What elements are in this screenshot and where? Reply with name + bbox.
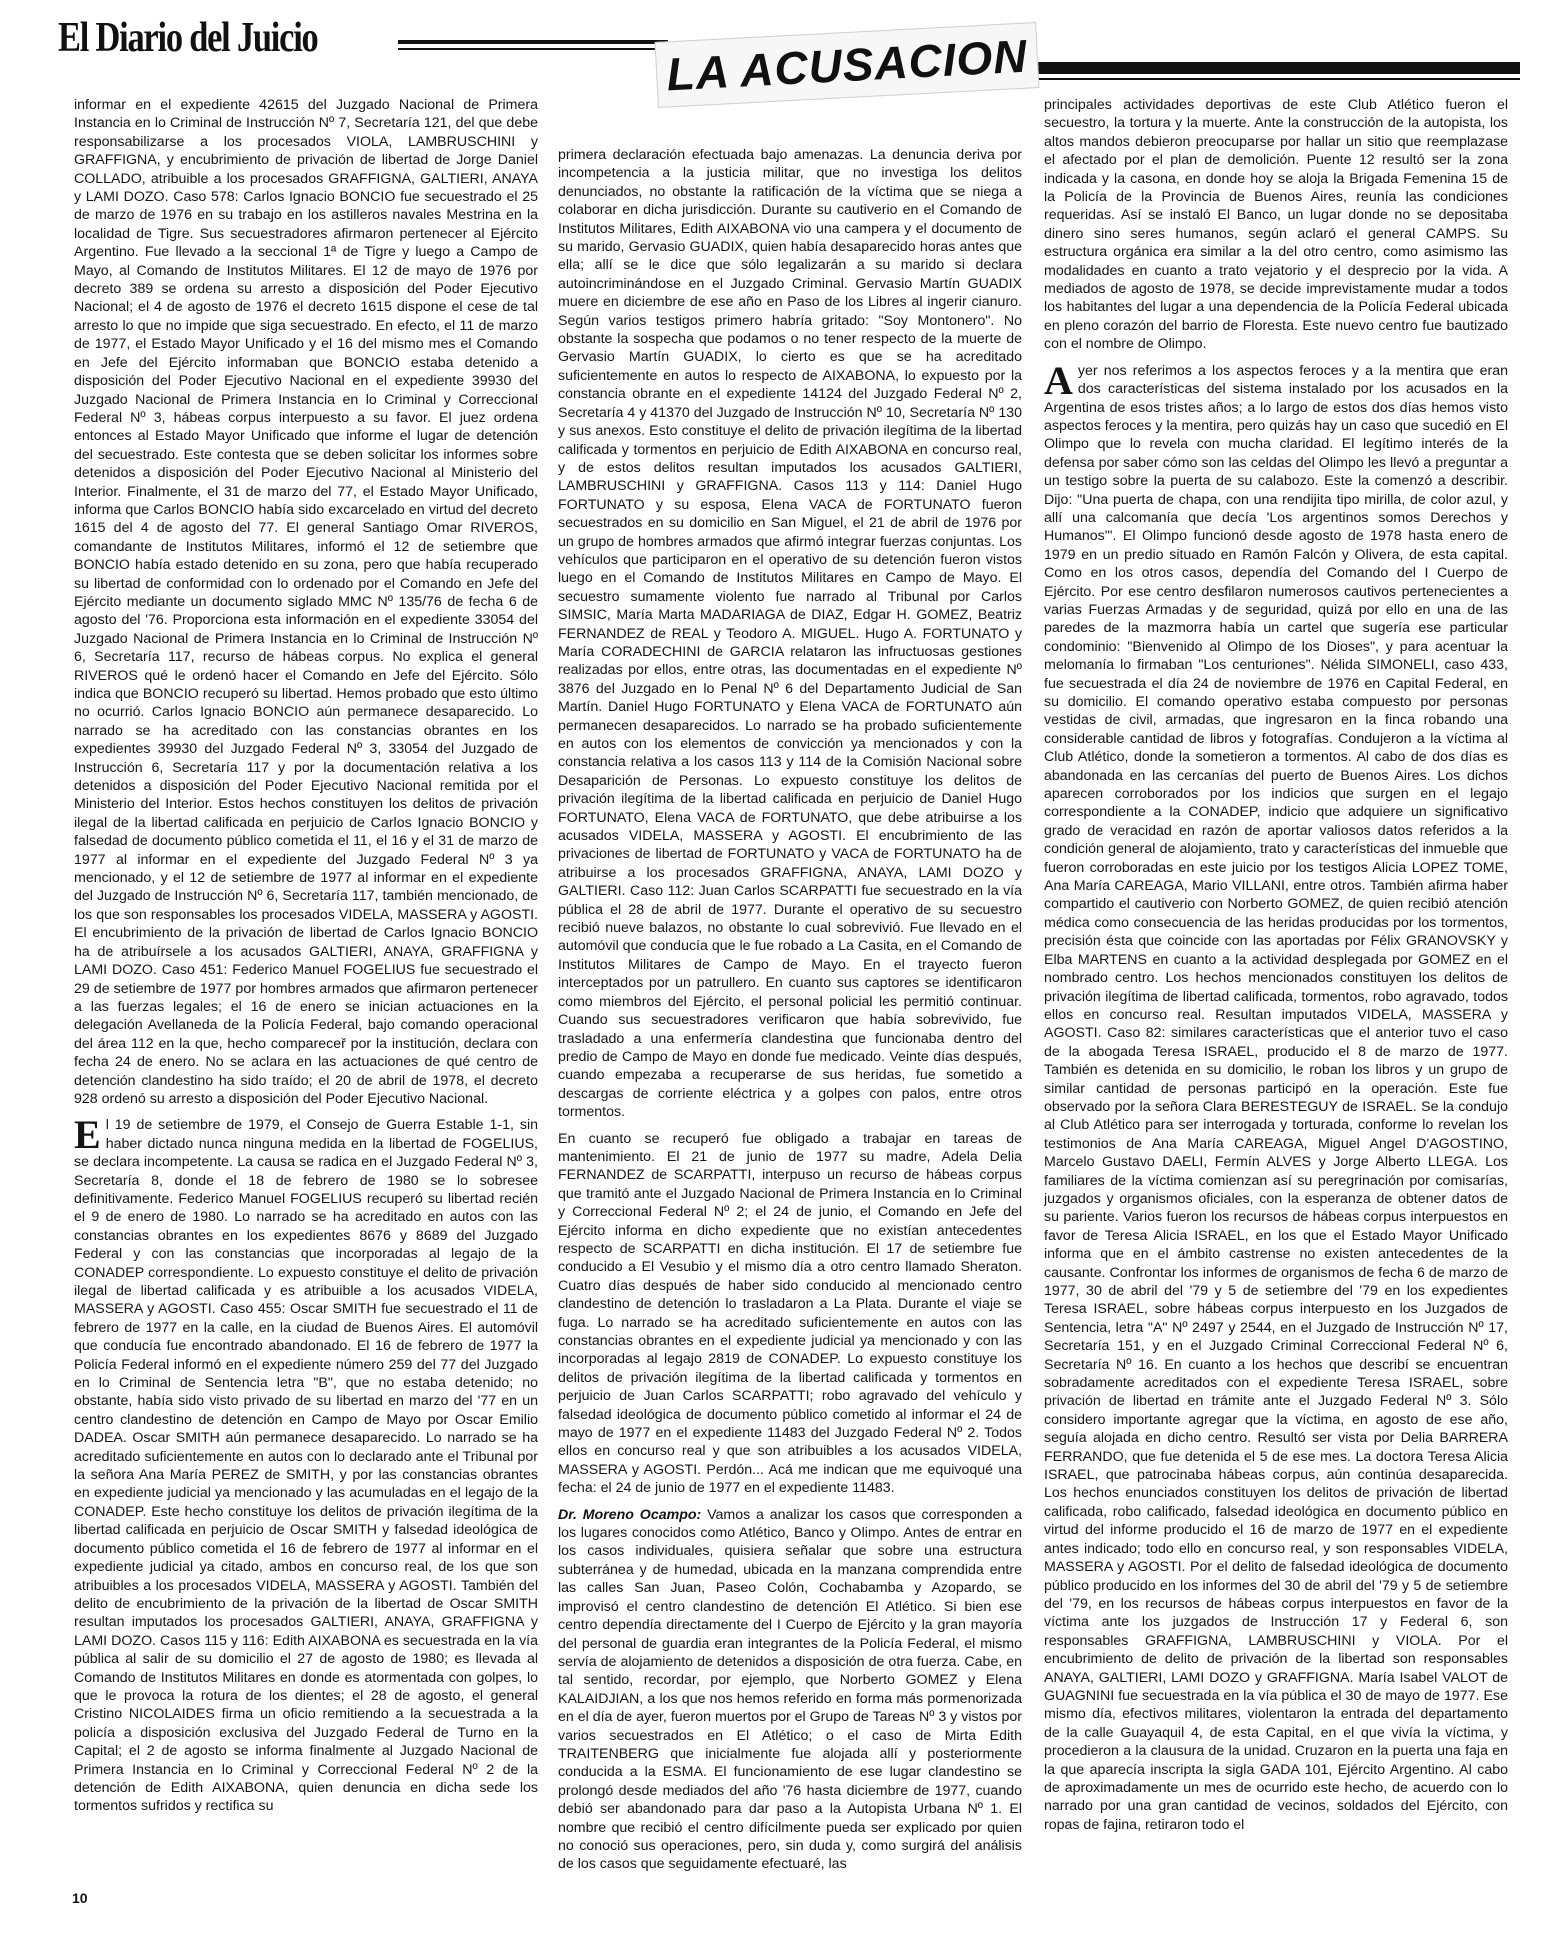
text-column-2 (558, 146, 1022, 1876)
masthead-rule (398, 40, 668, 44)
text-column-3 (1044, 96, 1508, 1876)
paragraph (1044, 357, 1508, 1835)
paragraph: principales actividades deportivas de este Club Atlético fueron el secuestro, la tortura y la muerte. Ante la construcción de la autopista, los altos mandos debieron preocuparse por hallar un sitio que reemplazase el afectado por el plan de demolición. Puente 12 resultó ser la zona indicada y la casona, en donde hoy se aloja la Brigada Femenina 15 de la Policía de la Provincia de Buenos Aires, reunía las condiciones requeridas. Así se instaló El Banco, un lugar donde no se depositaba dinero sino seres humanos, según aclaró el general CAMPS. Su estructura orgánica era similar a la del otro centro, como asimismo las modalidades en cuanto a trato vejatorio y el desprecio por la vida. A mediados de agosto de 1978, se decide imprevistamente mudar a todos los habitantes del lugar a una dependencia de la Policía Federal ubicada en pleno corazón del barrio de Floresta. Este nuevo centro fue bautizado con el nombre de Olimpo. (1044, 97, 1508, 353)
speaker-name: Dr. Moreno Ocampo: (558, 1506, 702, 1523)
newspaper-name: El Diario del Juicio (58, 15, 318, 61)
masthead-rule-right (1028, 62, 1520, 74)
masthead (58, 12, 1520, 102)
drop-cap: A (1044, 357, 1073, 403)
paragraph: primera declaración efectuada bajo amenazas. La denuncia deriva por incompetencia a la justicia militar, que no investiga los delitos denunciados, no obstante la ratificación de la víctima que se niega a colaborar en dicha jurisdicción. Durante su cautiverio en el Comando de Institutos Militares, Edith AIXABONA vio una campera y el documento de su marido, Gervasio GUADIX, quien había desaparecido horas antes que ella; allí se le dice que sólo legalizarán a su marido si declara autoincriminándose en el Juzgado Criminal. Gervasio Martín GUADIX muere en diciembre de ese año en Paso de los Libres al ingerir cianuro. Según varios testigos primero habría gritado: "Soy Montonero". No obstante la sospecha que podamos o no tener respecto de la muerte de Gervasio Martín GUADIX, lo cierto es que se ha acreditado suficientemente en autos lo respecto de AIXABONA, lo expuesto por la constancia obrante en el expediente 14124 del Juzgado Federal Nº 2, Secretaría 4 y 41370 del Juzgado de Instrucción Nº 10, Secretaría Nº 130 y sus anexos. Esto constituye el delito de privación ilegítima de la libertad calificada y tormentos en perjuicio de Edith AIXABONA en concurso real, y de estos delitos resultan imputados los acusados GALTIERI, LAMBRUSCHINI y GRAFFIGNA. Casos 113 y 114: Daniel Hugo FORTUNATO y su esposa, Elena VACA de FORTUNATO fueron secuestrados en su domicilio en San Miguel, el 21 de abril de 1976 por un grupo de hombres armados que afirmó integrar fuerzas conjuntas. Los vehículos que participaron en el operativo de su detención fueron vistos luego en el Comando de Institutos Militares en Campo de Mayo. El secuestro sumamente violento fue narrado al Tribunal por Carlos SIMSIC, María Marta MADARIAGA de DIAZ, Edgar H. GOMEZ, Beatriz FERNANDEZ de REAL y Teodoro A. MIGUEL. Hugo A. FORTUNATO y María CORADECHINI de GARCIA relataron las infructuosas gestiones realizadas por ellos, entre otras, las documentadas en el expediente Nº 3876 del Juzgado en lo Penal Nº 6 del Departamento Judicial de San Martín. Daniel Hugo FORTUNATO y Elena VACA de FORTUNATO aún permanecen desaparecidos. Lo narrado se ha probado suficientemente en autos con los elementos de convicción ya mencionados y con la constancia relativa a los casos 113 y 114 de la Comisión Nacional sobre Desaparición de Personas. Lo expuesto constituye los delitos de privación ilegítima de la libertad calificada en perjuicio de Daniel Hugo FORTUNATO, Elena VACA de FORTUNATO, que debe atribuirse a los acusados VIDELA, MASSERA y AGOSTI. El encubrimiento de las privaciones de libertad de FORTUNATO y VACA de FORTUNATO ha de atribuirse a los procesados GRAFFIGNA, ANAYA, LAMI DOZO y GALTIERI. Caso 112: Juan Carlos SCARPATTI fue secuestrado en la vía pública el 28 de abril de 1977. Durante el operativo de su secuestro recibió nueve balazos, no obstante lo cual sobrevivió. Fue llevado en el automóvil que conducía que le fue robado a La Casita, en el Comando de Institutos Militares de Campo de Mayo. En el trayecto fueron interceptados por un patrullero. En cuanto sus captores se identificaron como miembros del Ejército, el personal policial les permitió continuar. Cuando sus secuestradores verificaron que había sobrevivido, fue trasladado a una enfermería clandestina que funcionaba dentro del predio de Campo de Mayo en donde fue medicado. Veinte días después, cuando empezaba a recuperarse de sus heridas, fue sometido a descargas de corriente eléctrica y a golpes con palos, entre otros tormentos. (558, 147, 1022, 1121)
page-number: 10 (72, 1890, 88, 1906)
paragraph-text: Vamos a analizar los casos que corresponden a los lugares conocidos como Atlético, Banco y Olimpo. Antes de entrar en los casos individuales, quisiera señalar que sobre una estructura subterránea y de humedad, ubicada en la manzana comprendida entre las calles San Juan, Paseo Colón, Cochabamba y Azopardo, se improvisó el centro clandestino de detención El Atlético. Si bien ese centro dependía directamente del I Cuerpo de Ejército y la gran mayoría del personal de guardia eran integrantes de la Policía Federal, el mismo servía de alojamiento de detenidos a disposición de otra fuerza. Cabe, en tal sentido, recordar, por ejemplo, que Norberto GOMEZ y Elena KALAIDJIAN, a los que nos hemos referido en forma más pormenorizada en el día de ayer, fueron muertos por el Grupo de Tareas Nº 3 y vistos por varios secuestrados en El Atlético; o el caso de Mirta Edith TRAITENBERG que inicialmente fue alojada allí y posteriormente conducida a la ESMA. El funcionamiento de ese lugar clandestino se prolongó desde mediados del año '76 hasta diciembre de 1977, cuando debió ser abandonado para dar paso a la Autopista Urbana Nº 1. El nombre que recibió el centro difícilmente pueda ser explicado por quien no conoció sus operaciones, pero, sin duda y, como surgirá del análisis de los casos que seguidamente efectuaré, las (558, 1506, 1022, 1873)
paragraph (74, 1112, 538, 1815)
paragraph: En cuanto se recuperó fue obligado a trabajar en tareas de mantenimiento. El 21 de junio de 1977 su madre, Adela Delia FERNANDEZ de SCARPATTI, interpuso un recurso de hábeas corpus que tramitó ante el Juzgado Nacional de Primera Instancia en lo Criminal y Correccional Federal Nº 2; el 24 de junio, el Comando en Jefe del Ejército informa en dicho expediente que no existían antecedentes respecto de SCARPATTI en dicha institución. El 17 de setiembre fue conducido a El Vesubio y el mismo día a otro centro llamado Sheraton. Cuatro días después de haber sido conducido al mencionado centro clandestino de detención lo trasladaron a La Plata. Durante el viaje se fuga. Lo narrado se ha acreditado suficientemente en autos con las constancias obrantes en el expediente judicial ya mencionado y con las incorporadas al legajo 2819 de CONADEP. Lo expuesto constituye los delitos de privación ilegítima de la libertad calificada y tormentos en perjuicio de Juan Carlos SCARPATTI; robo agravado del vehículo y falsedad ideológica de documento público cometido al informar el 24 de mayo de 1977 en el expediente 11483 del Juzgado Federal Nº 2. Todos ellos en concurso real y que son atribuibles a los acusados VIDELA, MASSERA y AGOSTI. Perdón... Acá me indican que me equivoqué una fecha: el 24 de junio de 1977 en el expediente 11483. (558, 1130, 1022, 1497)
text-column-1 (74, 96, 538, 1876)
masthead-rule-right-thin (1028, 78, 1520, 80)
section-title: LA ACUSACION (665, 29, 1029, 101)
paragraph (558, 1506, 1022, 1874)
paragraph-text: yer nos referimos a los aspectos feroces y a la mentira que eran dos características del sistema instalado por los acusados en la Argentina de esos tristes años; a lo largo de estos dos días hemos visto aspectos feroces y la mentira, pero quizás hay un caso que sucedió en El Olimpo que lo revela con mucha claridad. El legítimo interés de la defensa por saber cómo son las celdas del Olimpo les llevó a preguntar a un testigo sobre la puerta de su calabozo. Este la comenzó a describir. Dijo: "Una puerta de chapa, con una rendijita tipo mirilla, de color azul, y allí una calcomanía que decía 'Los argentinos somos Derechos y Humanos'". El Olimpo funcionó desde agosto de 1978 hasta enero de 1979 en un predio situado en Ramón Falcón y Olivera, de esta capital. Como en los otros casos, dependía del Comando del I Cuerpo de Ejército. Por ese centro desfilaron numerosos cautivos pertenecientes a varias Fuerzas Armadas y de seguridad, quizá por ello en una de las paredes de la mazmorra había un cartel que sugería ese particular condominio: "Bienvenido al Olimpo de los Dioses", y para acentuar la melomanía lo firmaban "Los centuriones". Nélida SIMONELI, caso 433, fue secuestrada el día 24 de noviembre de 1976 en Capital Federal, en su domicilio. El comando operativo estaba compuesto por personas vestidas de civil, armadas, que ingresaron en la finca robando una considerable cantidad de libros y fotografías. Condujeron a la víctima al Club Atlético, donde la sometieron a tormentos. Al cabo de dos días es abandonada en las cercanías del puerto de Buenos Aires. Los dichos aparecen corroborados por los indicios que surgen en el legajo correspondiente a la CONADEP, indicio que adquiere un significativo grado de veracidad en razón de aportar valiosos datos referidos a la condición general de alojamiento, trato y características del inmueble que fueron corroboradas en este juicio por los testigos Alicia LOPEZ TOME, Ana María CAREAGA, Mario VILLANI, entre otros. También afirma haber compartido el cautiverio con Norberto GOMEZ, de quien recibió atención médica como consecuencia de las heridas producidas por los tormentos, precisión ésta que coincide con las aportadas por Félix GRANOVSKY y Elba MARTENS en cuanto a la actividad desplegada por GOMEZ en el nombrado centro. Los hechos mencionados constituyen los delitos de privación ilegítima de libertad calificada, tormentos, robo agravado, todos ellos en concurso real. Resultan imputados VIDELA, MASSERA y AGOSTI. Caso 82: similares características que el anterior tuvo el caso de la abogada Teresa ISRAEL, producido el 8 de marzo de 1977. También es detenida en su domicilio, le roban los libros y un grupo de similar cantidad de personas participó en la operación. Este fue observado por la señora Clara BERESTEGUY de ISRAEL. Se la condujo al Club Atlético para ser interrogada y torturada, conforme lo revelan los testimonios de Ana María CAREAGA, Miguel Angel D'AGOSTINO, Marcelo Gustavo DAELI, Fermín ALVES y Jorge Alberto LLEGA. Los familiares de la víctima comienzan así su peregrinación por comisarías, juzgados y organismos oficiales, con la esperanza de obtener datos de su pariente. Varios fueron los recursos de hábeas corpus interpuestos en favor de Teresa Alicia ISRAEL, en los que el Estado Mayor Unificado informa que en el ámbito castrense no existen antecedentes de la causante. Confrontar los informes de organismos de fecha 6 de marzo de 1977, 30 de abril del '79 y 5 de setiembre del '79 en los expedientes Teresa ISRAEL, sobre hábeas corpus interpuesto en los Juzgados de Sentencia, letra "A" Nº 2497 y 2544, en el Juzgado de Instrucción Nº 17, Secretaría 151, y en el Juzgado Criminal Correccional Federal Nº 6, Secretaría Nº 16. En cuanto a los hechos que describí se encuentran sobradamente acreditados con el expediente Teresa ISRAEL, sobre privación de libertad en trámite ante el Juzgado Federal Nº 3. Sólo considero importante agregar que la víctima, en agosto de ese año, seguía alojada en dicho centro. Resultó ser vista por Delia BARRERA FERRANDO, que fue detenida el 5 de ese mes. La doctora Teresa Alicia ISRAEL, que patrocinaba hábeas corpus, aún continúa desaparecida. Los hechos enunciados constituyen los delitos de privación de libertad calificada, robo calificado, falsedad ideológica en documento público en virtud del informe producido el 16 de marzo de 1977 en el expediente antes indicado; todo ello en concurso real, y son responsables VIDELA, MASSERA y AGOSTI. Por el delito de falsedad ideológica de documento público producido en los informes del 30 de abril del '79 y 5 de setiembre del '79, en los recursos de hábeas corpus interpuestos en favor de la víctima ante los juzgados de Instrucción 17 y Federal 6, son responsables GRAFFIGNA, LAMBRUSCHINI y VIOLA. Por el encubrimiento de delito de privación de la libertad son responsables ANAYA, GALTIERI, LAMI DOZO y GRAFFIGNA. María Isabel VALOT de GUAGNINI fue secuestrada en la vía pública el 30 de mayo de 1977. Ese mismo día, efectivos militares, violentaron la entrada del departamento de la calle Guayaquil 4, de esta Capital, en el que vivía la víctima, y procedieron a la clausura de la unidad. Cruzaron en la puerta una faja en la que aparecía inscripta la sigla GADA 101, Ejército Argentino. Al cabo de aproximadamente un mes de ocurrido este hecho, de acuerdo con lo narrado por una gran cantidad de vecinos, soldados del Ejército, con ropas de fajina, retiraron todo el (1044, 362, 1508, 1833)
paragraph: informar en el expediente 42615 del Juzgado Nacional de Primera Instancia en lo Criminal de Instrucción Nº 7, Secretaría 121, del que debe responsabilizarse a los procesados VIOLA, LAMBRUSCHINI y GRAFFIGNA, y encubrimiento de privación de libertad de Jorge Daniel COLLADO, atribuible a los procesados GRAFFIGNA, GALTIERI, ANAYA y LAMI DOZO. Caso 578: Carlos Ignacio BONCIO fue secuestrado el 25 de marzo de 1976 en su trabajo en los astilleros navales Mestrina en la localidad de Tigre. Sus secuestradores afirmaron pertenecer al Ejército Argentino. Fue llevado a la seccional 1ª de Tigre y luego a Campo de Mayo, al Comando de Institutos Militares. El 12 de mayo de 1976 por decreto 389 se ordena su arresto a disposición del Poder Ejecutivo Nacional; el 4 de agosto de 1976 el decreto 1615 dispone el cese de tal arresto lo que no impide que siga secuestrado. En efecto, el 11 de marzo de 1977, el Estado Mayor Unificado y el 16 del mismo mes el Comando en Jefe del Ejército informaban que BONCIO estaba detenido a disposición del Poder Ejecutivo Nacional en el expediente 39930 del Juzgado Nacional de Primera Instancia en lo Criminal y Correccional Federal Nº 3, hábeas corpus interpuesto a su favor. El juez ordena entonces al Estado Mayor Unificado que informe el lugar de detención del secuestrado. Este contesta que se deben solicitar los informes sobre detenidos a disposición del Poder Ejecutivo Nacional al Ministerio del Interior. Finalmente, el 31 de marzo del 77, el Estado Mayor Unificado, informa que Carlos BONCIO había sido excarcelado en virtud del decreto 1615 del 4 de agosto del 77. El general Santiago Omar RIVEROS, comandante de Institutos Militares, informó el 12 de setiembre que BONCIO había estado detenido en su zona, pero que había recuperado su libertad de conformidad con lo ordenado por el Comando en Jefe del Ejército mediante un documento siglado MMC Nº 135/76 de fecha 6 de agosto del '76. Proporciona esta información en el expediente 33054 del Juzgado Nacional de Primera Instancia en lo Criminal de Instrucción Nº 6, Secretaría 117, recurso de hábeas corpus. No explica el general RIVEROS qué le ordenó hacer el Comando en Jefe del Ejército. Sólo indica que BONCIO recuperó su libertad. Hemos probado que esto último no ocurrió. Carlos Ignacio BONCIO aún permanece desaparecido. Lo narrado se ha acreditado con las constancias obrantes en los expedientes 39930 del Juzgado Federal Nº 3, 33054 del Juzgado de Instrucción 6, Secretaría 117 y por la documentación relativa a los detenidos a disposición del Poder Ejecutivo Nacional remitida por el Ministerio del Interior. Estos hechos constituyen los delitos de privación ilegal de la libertad calificada en perjuicio de Carlos Ignacio BONCIO y falsedad de documento público cometida el 11, el 16 y el 31 de marzo de 1977 al informar en el expediente del Juzgado Federal Nº 3 ya mencionado, y el 12 de setiembre de 1977 al informar en el expediente del Juzgado de Instrucción Nº 6, Secretaría 117, también mencionado, de los que son responsables los procesados VIDELA, MASSERA y AGOSTI. El encubrimiento de la privación de libertad de Carlos Ignacio BONCIO ha de atribuírsele a los acusados GALTIERI, ANAYA, GRAFFIGNA y LAMI DOZO. Caso 451: Federico Manuel FOGELIUS fue secuestrado el 29 de setiembre de 1977 por hombres armados que afirmaron pertenecer a las fuerzas legales; el 16 de enero se inician actuaciones en la delegación Avellaneda de la Policía Federal, bajo comando operacional del área 112 en la que, hecho compareceř por la institución, declara con fecha 24 de enero. No se aclara en las actuaciones de qué centro de detención clandestino ha sido traído; el 20 de abril de 1978, el decreto 928 ordenó su arresto a disposición del Poder Ejecutivo Nacional. (74, 97, 538, 1107)
paragraph-text: l 19 de setiembre de 1979, el Consejo de Guerra Estable 1-1, sin haber dictado nunca ninguna medida en la libertad de FOGELIUS, se declara incompetente. La causa se radica en el Juzgado Federal Nº 3, Secretaría 8, donde el 18 de febrero de 1980 se lo sobresee definitivamente. Federico Manuel FOGELIUS recuperó su libertad recién el 9 de enero de 1980. Lo narrado se ha acreditado en autos con las constancias obrantes en los expedientes 8676 y 8689 del Juzgado Federal y con las constancias que incorporadas al legajo de la CONADEP correspondiente. Lo expuesto constituye el delito de privación ilegal de libertad calificada y es atribuible a los acusados VIDELA, MASSERA y AGOSTI. Caso 455: Oscar SMITH fue secuestrado el 11 de febrero de 1977 en la calle, en la ciudad de Buenos Aires. El automóvil que conducía fue encontrado abandonado. El 16 de febrero de 1977 la Policía Federal informó en el expediente número 259 del 77 del Juzgado en lo Criminal de Sentencia letra "B", que no estaba detenido; no obstante, había sido visto privado de su libertad en marzo del '77 en un centro clandestino de detención en Campo de Mayo por Oscar Emilio DADEA. Oscar SMITH aún permanece desaparecido. Lo narrado se ha acreditado suficientemente en autos con lo declarado ante el Tribunal por la señora Ana María PEREZ de SMITH, y por las constancias obrantes en expediente judicial ya mencionado y las acumuladas en el legajo de la CONADEP. Este hecho constituye los delitos de privación ilegítima de la libertad calificada en perjuicio de Oscar SMITH y falsedad ideológica de documento público cometida el 16 de febrero de 1977 al informar en el expediente judicial ya citado, ambos en concurso real, de los que son atribuibles a los procesados VIDELA, MASSERA y AGOSTI. También del delito de encubrimiento de la privación de la libertad de Oscar SMITH resultan imputados los procesados GALTIERI, ANAYA, GRAFFIGNA y LAMI DOZO. Casos 115 y 116: Edith AIXABONA es secuestrada en la vía pública al salir de su domicilio el 27 de agosto de 1980; es llevada al Comando de Institutos Militares en donde es atormentada con golpes, lo que le provoca la rotura de los dientes; el 28 de agosto, el general Cristino NICOLAIDES firma un oficio remitiendo a la secuestrada a la policía a disposición exclusiva del Juzgado Federal de Turno en la Capital; el 2 de agosto se informa finalmente al Juzgado Nacional de Primera Instancia en lo Criminal y Correccional Federal Nº 2 de la detención de Edith AIXABONA, quien denuncia en dicha sede los tormentos sufridos y rectifica su (74, 1117, 538, 1815)
article-body (74, 96, 1520, 1876)
drop-cap: E (74, 1112, 101, 1158)
masthead-rule-thin (398, 48, 668, 50)
